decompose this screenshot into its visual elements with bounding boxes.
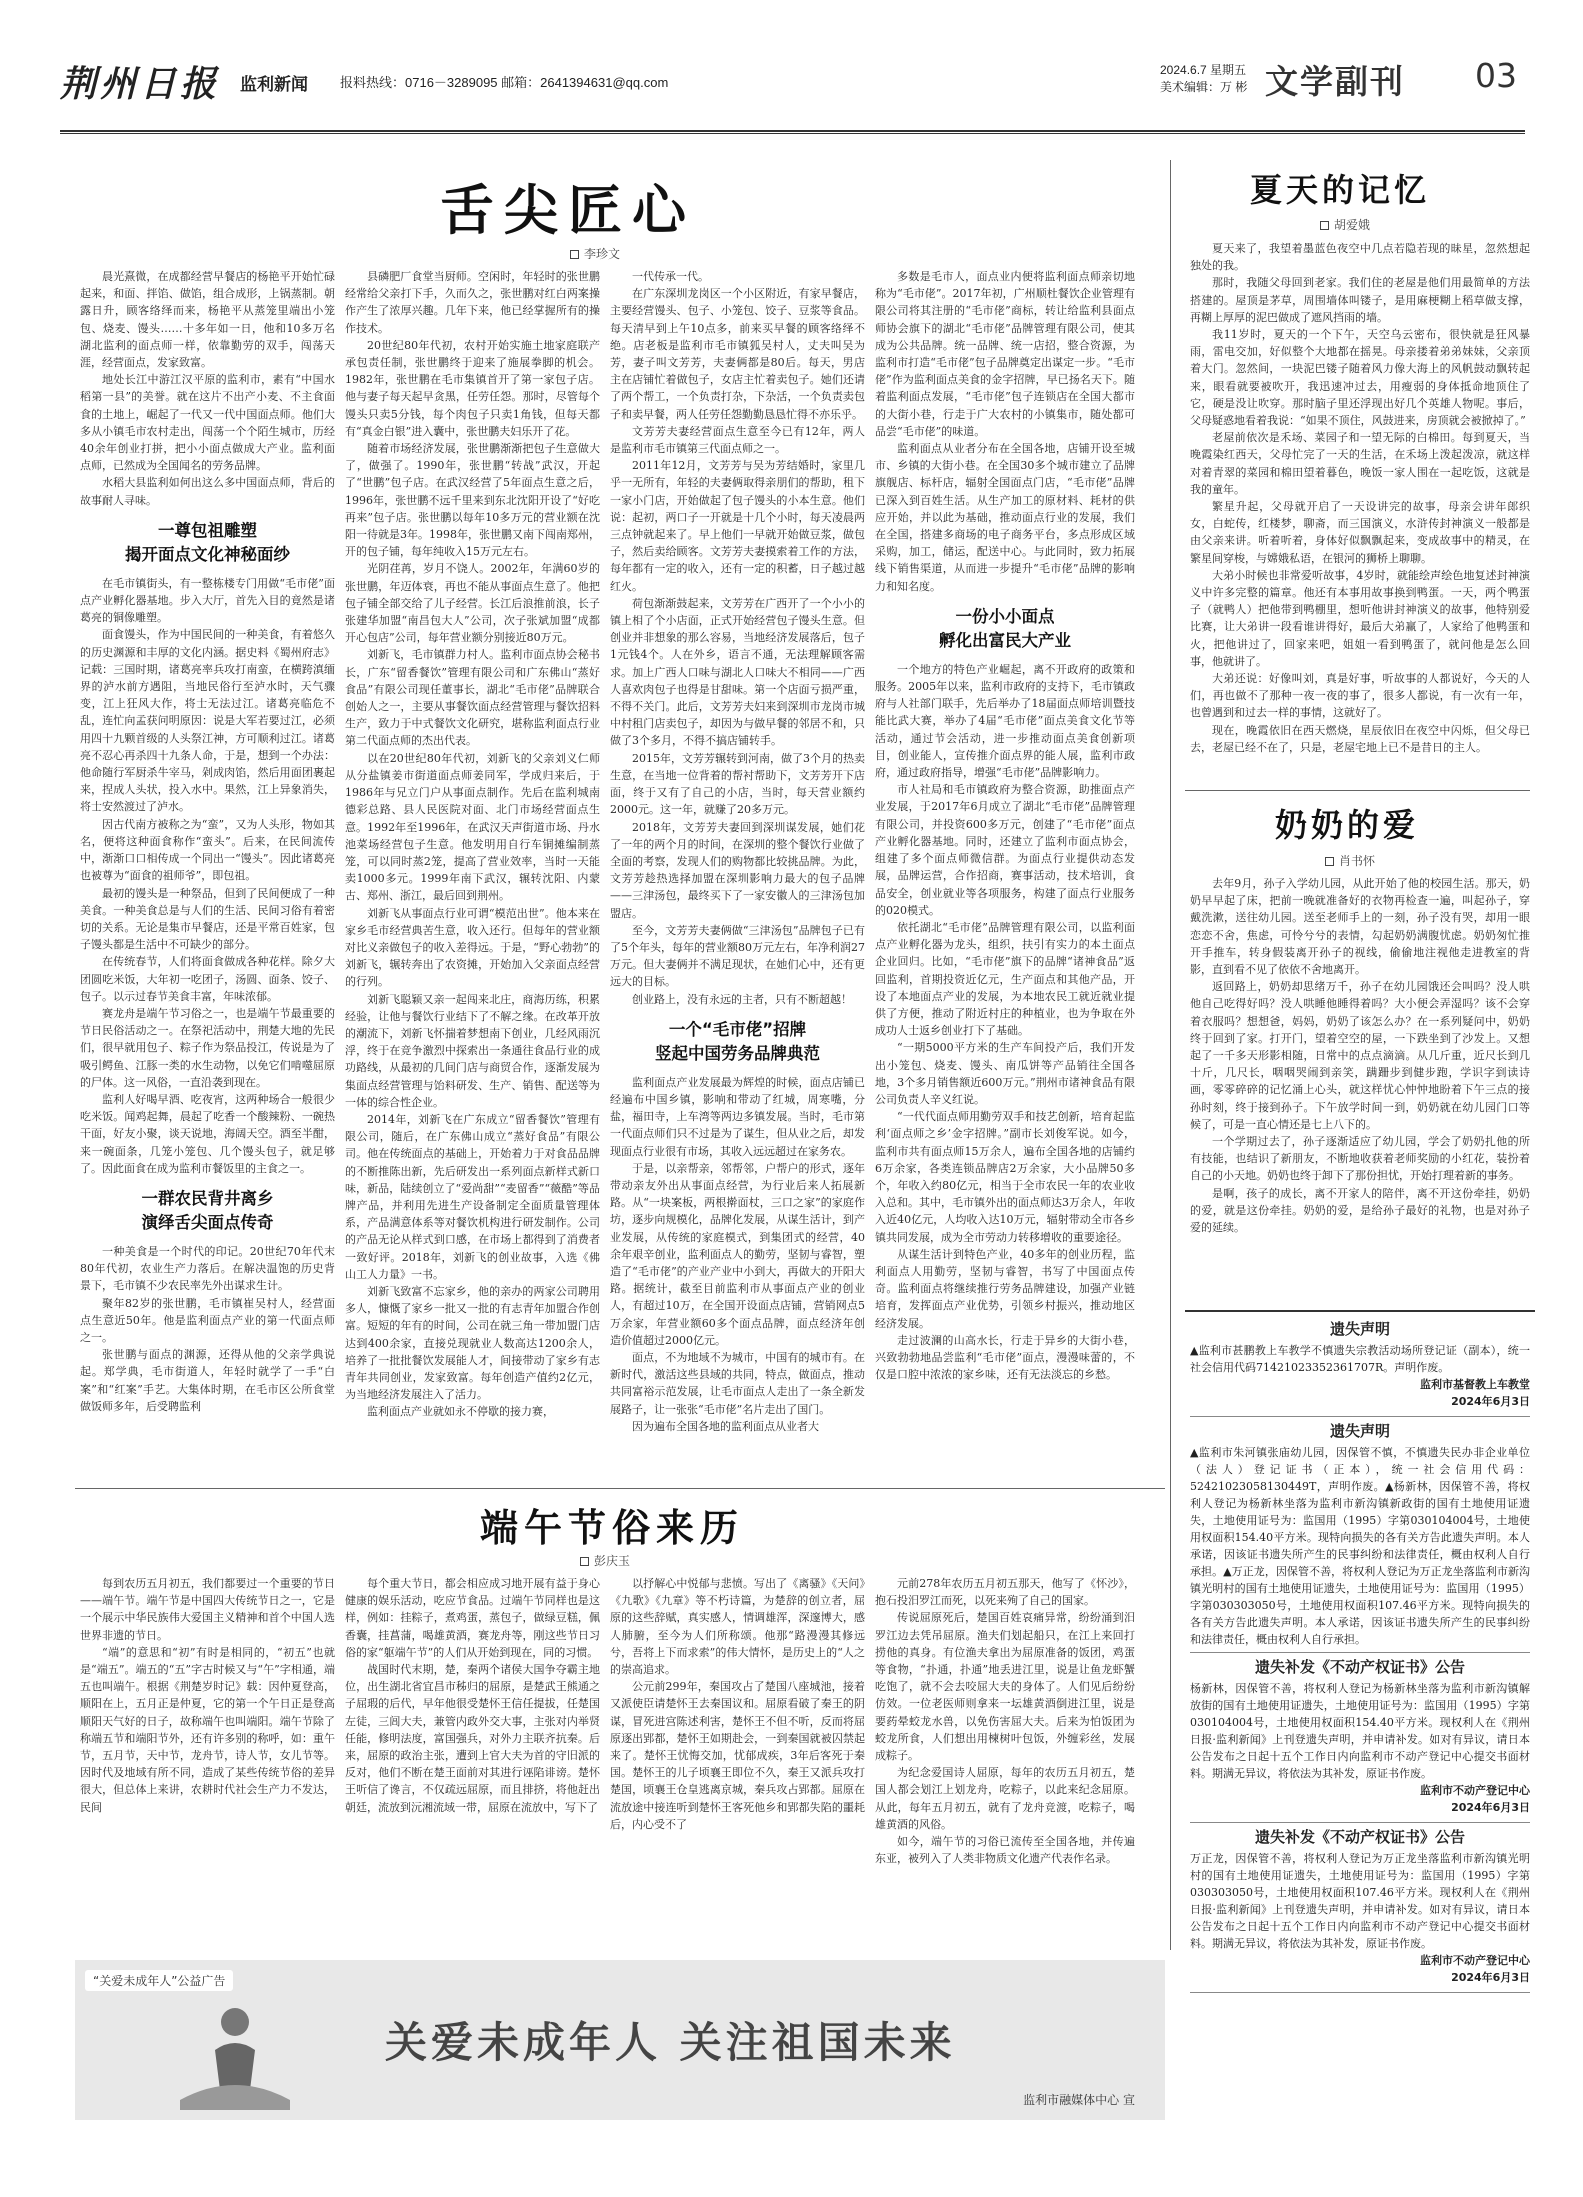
paragraph: 地处长江中游江汉平原的监利市，素有“中国水稻第一县”的美誉。就在这片不出产小麦、不主食面食的土地上，崛起了一代又一代中国面点师。他们大多从小镇毛市农村走出，闯荡一个个陌生城市，历经40余年创业打拼，把小小面点做成大产业。监利面点师，已然成为全国闻名的劳务品牌。 <box>80 373 335 473</box>
newspaper-logo: 荆州日报 <box>60 63 221 105</box>
issue-date: 2024.6.7 星期五 <box>1160 63 1247 77</box>
notice-date: 2024年6月3日 <box>1451 1395 1530 1408</box>
paragraph: 随着市场经济发展，张世鹏渐渐把包子生意做大了，做强了。1990年，张世鹏“转战”武汉，开起了“世鹏”包子店。在武汉经营了5年面点生意之后，1996年，张世鹏不远千里来到东北沈阳开设了“好吃再来”包子店。张世鹏以每年10多万元的营业额在沈阳一待就是3年。1998年，张世鹏又南下闯南郑州，开的包子铺，每年纯收入15万元左右。 <box>345 442 600 559</box>
article3-body <box>1190 875 1530 1305</box>
paragraph: 刘新飞聪颖又亲一起闯来北庄，商海历练，积累经验，让他与餐饮行业结下了不解之缘。在改革开放的潮流下，刘新飞怀揣着梦想南下创业，几经风雨沉浮，终于在竞争激烈中探索出一条通往食品行业的成功路线，从最初的几间门店与商贸合作，逐渐发展为集面点经营管理与饴料研发、生产、销售、配送等为一体的综合性企业。 <box>345 992 600 1109</box>
paragraph: 市人社局和毛市镇政府为整合资源，助推面点产业发展，于2017年6月成立了湖北“毛市佬”品牌管理有限公司，并投资600多万元，创建了“毛市佬”面点产业孵化器基地。同时，还建立了监利市面点协会，组建了多个面点师微信群。为面点行业提供动态发展，品牌运营，合作招商，赛事活动，技术培训，食品安全，创业就业等各项服务，构建了面点行业服务的020模式。 <box>875 783 1135 917</box>
legal-notice <box>1190 1423 1530 1653</box>
article1-author: 李珍文 <box>584 247 621 261</box>
paragraph: 是啊，孩子的成长，离不开家人的陪伴，离不开这份牵挂，奶奶的爱，就是这份牵挂。奶奶的爱，是给孙子最好的礼物，也是对孙子爱的延续。 <box>1190 1186 1530 1235</box>
paragraph: 走过波澜的山高水长，行走于异乡的大街小巷，兴致勃勃地品尝监利“毛市佬”面点，漫漫味蕾的，不仅是口腔中浓浓的家乡味，还有无法淡忘的乡愁。 <box>875 1333 1135 1382</box>
paragraph: 张世鹏与面点的渊源，还得从他的父亲学典说起。郑学典，毛市街道人，年轻时就学了一手“白案”和“红案”手艺。大集体时期，在毛市区公所食堂做饭师多年，后受聘监利 <box>80 1348 335 1413</box>
paragraph: 刘新飞，毛市镇群力村人。监利市面点协会秘书长，广东“留香餐饮”管理有限公司和广东佛山“蒸好食品”有限公司现任董事长，湖北“毛市佬”品牌联合创始人之一，主要从事餐饮面点经营管理与餐饮招料生产，致力于中式餐饮文化研究，堪称监利面点行业第二代面点师的杰出代表。 <box>345 648 600 748</box>
article2-title: 夏天的记忆 <box>1250 171 1431 209</box>
legal-notice <box>1190 1321 1530 1417</box>
paragraph: 大弟小时候也非常爱听故事，4岁时，就能绘声绘色地复述封神演义中许多完整的篇章。他还有本事用故事换到鸭蛋。一天，两个鸭蛋子（就鸭人）把他带到鸭棚里，想听他讲封神演义的故事，他特别爱比赛，让大弟讲一段看谁讲得好，最后大弟赢了，人家给了他鸭蛋和火，把他讲过了，回家来吧，姐姐一看到鸭蛋了，就问他是怎么回事，他就讲了。 <box>1190 568 1530 668</box>
article3-byline <box>1325 852 1375 869</box>
subheading: 一份小小面点 孵化出富民大产业 <box>939 606 1071 650</box>
paragraph: 老屋前依次是禾场、菜园子和一望无际的白棉田。每到夏天，当晚霞染红西天，父母忙完了一天的生活，在禾场上泼起泼凉，就这样对着青翠的菜园和棉田望着暮色，晚饭一家人围在一起吃饭，这就是我的童年。 <box>1190 431 1530 496</box>
paragraph: 监利面点产业发展最为辉煌的时候，面点店铺已经遍布中国乡镇，影响和带动了红城，周寒嘴，分盐，福田寺，上车湾等两边多镇发展。当时，毛市第一代面点师们只不过是为了谋生，但从业之后，却发现面点行业很有市场，其收入远远超过在家务农。 <box>610 1075 865 1158</box>
article2-body <box>1190 240 1530 785</box>
subheading: 一群农民背井离乡 演绎舌尖面点传奇 <box>141 1188 274 1232</box>
paragraph: 大弟还说：好像叫刘，真是好事，听故事的人都说好，今天的人们，再也做不了那种一夜一夜的事了，很多人都说，有一次有一年，也曾遇到和过去一样的事情，这就好了。 <box>1190 672 1530 720</box>
paragraph: 那时，我随父母回到老家。我们住的老屋是他们用最简单的方法搭建的。屋顶是茅草，周围墙体叫镂子，是用麻梗糊上稻草做支撑，再糊上厚厚的泥巴做成了遮风挡雨的墙。 <box>1190 276 1530 324</box>
section-divider <box>75 1488 1165 1489</box>
page-name: 文学副刊 <box>1265 62 1405 101</box>
paragraph: “端”的意思和“初”有时是相同的，“初五”也就是“端五”。端五的“五”字古时候又与“午”字相通，端五也叫端午。根据《荆楚岁时记》载：因仲夏登高，顺阳在上，五月正是仲夏，它的第一个午日正是登高顺阳天气好的日子，故称端午也叫端阳。端午节除了称端五节和端阳节外，还有许多别的称呼，如：重午节，五月节，天中节，龙舟节，诗人节，女儿节等。因时代及地域有所不同，造成了某些传统节俗的差异很大，但总体上来讲，农耕时代社会生产力不发达，民间 <box>80 1645 335 1814</box>
column-divider <box>1170 160 1171 1950</box>
notice-title: 遗失声明 <box>1329 1320 1390 1338</box>
paragraph: 如今，端午节的习俗已流传至全国各地，并传遍东亚，被列入了人类非物质文化遗产代表作名录。 <box>875 1835 1135 1866</box>
paragraph: 在毛市镇街头，有一整栋楼专门用做“毛市佬”面点产业孵化器基地。步入大厅，首先入目的竟然是诸葛亮的铜像雕塑。 <box>80 576 335 625</box>
paragraph: 在广东深圳龙岗区一个小区附近，有家早餐店，主要经营馒头、包子、小笼包、饺子、豆浆等食品。每天清早到上午10点多，前来买早餐的顾客络绎不绝。店老板是监利市毛市镇狐吴村人，丈夫叫吴为芳，妻子叫文芳芳，夫妻俩都是80后。每天，男店主在店铺忙着做包子，女店主忙着卖包子。她们还请了两个帮工，一个负责打杂，下杂活，一个负责卖包子和卖早餐，两人任劳任怨勤勤恳恳忙得不亦乐乎。 <box>610 287 865 421</box>
article1-column-2 <box>345 268 600 1468</box>
paragraph: 刘新飞致富不忘家乡，他的亲办的两家公司聘用多人，慷慨了家乡一批又一批的有志青年加盟合作创富。短短的年有的时间，公司在就三角一带加盟门店达到400余家，直接兑现就业人数高达1200余人，培养了一批批餐饮发展能人才，间接带动了家乡有志青年共同创业，发家致富。每年创造产值约2亿元，为当地经济发展注入了活力。 <box>345 1284 600 1402</box>
paragraph: 监利人好喝早酒、吃夜宵，这两种场合一般很少吃米饭。闻鸡起舞，晨起了吃香一个酸辣粉、一碗热干面，好友小聚，谈天说地，海阔天空。酒至半酣，来一碗面条，几笼小笼包、几个馒头包子，就足够了。因此面食在成为监利市餐饭里的主食之一。 <box>80 1092 335 1175</box>
notice-divider <box>1190 1992 1530 1993</box>
section-divider <box>1185 790 1530 791</box>
paragraph: 光阴荏苒，岁月不饶人。2002年，年满60岁的张世鹏，年迈体衰，再也不能从事面点生意了。他把包子铺全部交给了儿子经营。长江后浪推前浪，长子张建华加盟“南昌包大人”公司，次子张斌加盟“成都开心包店”公司，每年营业额分别接近80万元。 <box>345 562 600 645</box>
masthead <box>60 52 1525 132</box>
paragraph: 监利面点从业者分布在全国各地，店铺开设至城市、乡镇的大街小巷。在全国30多个城市建立了品牌旗舰店、标杆店，辐射全国面点门店，“毛市佬”品牌已深入到百姓生活。从生产加工的原材料、耗材的供应开始，并以此为基础，推动面点行业的发展，我们在全国，搭建多商场的电子商务平台，多点形成区域采购，加工，储运，配送中心。与此同时，致力拓展线下销售渠道，从而进一步提升“毛市佬”品牌的影响力和知名度。 <box>875 442 1135 593</box>
paragraph: 一种美食是一个时代的印记。20世纪70年代末80年代初，农业生产力落后。在解决温饱的历史背景下，毛市镇不少农民率先外出谋求生计。 <box>80 1244 335 1293</box>
paragraph: 面点，不为地域不为城市，中国有的城市有。在新时代，激活这些县域的共同，特点，做面点，推动共同富裕示范发展，让毛市面点人走出了一条全新发展路子，让一张张“毛市佬”名片走出了国门。 <box>610 1350 865 1416</box>
notice-text: ▲监利市朱河镇张庙幼儿园，因保管不慎，不慎遗失民办非企业单位（法人）登记证书（正本），统一社会信用代码：52421023058130449T，声明作废。▲杨新林，因保管不善，将权利人登记为杨新林坐落为监利市新沟镇新政街的国有土地使用证遗失，土地使用证号为：监国用（1995）字第030104004号，土地使用权面积154.40平方米。现特向损失的各有关方告此遗失声明。本人承诺，因该证书遗失所产生的民事纠纷和法律责任，概由权利人自行承担。▲万正龙，因保管不善，将权利人登记为万正龙坐落监利市新沟镇光明村的国有土地使用证遗失，土地使用证号为：监国用（1995）字第030303050号，土地使用权面积107.46平方米。现特向损失的各有关方告此遗失声明。本人承诺，因该证书遗失所产生的民事纠纷和法律责任，概由权利人自行承担。 <box>1190 1446 1530 1646</box>
legal-notice <box>1190 1659 1530 1823</box>
notice-date: 2024年6月3日 <box>1451 1801 1530 1814</box>
paragraph: 2011年12月，文芳芳与吴为芳结婚时，家里几乎一无所有，年轻的夫妻俩取得亲朋们的帮助，租下一家小门店，开始做起了包子馒头的小本生意。他们说：起初，两口子一开就是十几个小时，每天凌晨两三点钟就起来了。早上他们一早就开始做豆浆，做包子，然后卖给顾客。文芳芳夫妻摸索着工作的方法，每年都有一定的收入，还有一定的积蓄，日子越过越红火。 <box>610 459 865 593</box>
notice-title: 遗失补发《不动产权证书》公告 <box>1254 1658 1465 1676</box>
paragraph: 元前278年农历五月初五那天，他写了《怀沙》，抱石投汨罗江而死，以死来殉了自己的国家。 <box>875 1577 1135 1608</box>
paragraph: “一代代面点师用勤劳双手和技艺创新，培育起监利‘面点师之乡’金字招牌。”副市长刘俊军说。如今，监利市共有面点师15万余人，遍布全国各地的店铺约6万余家，各类连锁品牌店2万余家，大小品牌50多个，年收入约80亿元，相当于全市农民一年的农业收入总和。其中，毛市镇外出的面点师达3万余人，年收入近40亿元，人均收入达10万元，辐射带动全市各乡镇共同发展，成为全市劳动力转移增收的重要途径。 <box>875 1110 1135 1244</box>
subheading: 一个“毛市佬”招牌 竖起中国劳务品牌典范 <box>655 1019 820 1063</box>
notice-title: 遗失声明 <box>1329 1422 1390 1440</box>
paragraph: 因古代南方被称之为“蛮”，又为人头形，物如其名，便将这种面食称作“蛮头”。后来，在民间流传中，渐渐口口相传成一个同出一“馒头”。因此诸葛亮也被尊为“面食的祖师爷”，即包祖。 <box>80 817 335 883</box>
paragraph: 战国时代末期，楚，秦两个诸侯大国争夺霸主地位，出生湖北省宜昌市秭归的屈原，是楚武王熊通之子屈瑕的后代，早年他很受楚怀王信任提拔，任楚国左徒，三闾大夫，兼管内政外交大事，主张对内举贤任能，修明法度，富国强兵，对外力主联齐抗秦。后来，屈原的政治主张，遭到上官大夫为首的守旧派的反对，他们不断在楚王面前对其进行诬陷诽谤。楚怀王听信了谗言，不仅疏远屈原，而且排挤，将他赶出朝廷，流放到沅湘流域一带，屈原在流放中，写下了 <box>345 1663 600 1814</box>
paragraph: 至今，文芳芳夫妻俩做“三津汤包”品牌包子已有了5个年头，每年的营业额80万元左右，年净利润27万元。但大妻俩并不满足现状，在她们心中，还有更远大的目标。 <box>610 923 865 989</box>
paragraph: 依托湖北“毛市佬”品牌管理有限公司，以监利面点产业孵化器为龙头，组织，扶引有实力的本土面点企业回归。比如，“毛市佬”旗下的品牌“诸神食品”返回监利，首期投资近亿元，生产面点和其他产品，开设了本地面点产业的发展，为本地农民工就近就业提供了方便，推动了附近村庄的种植业，也为争取在外成功人士返乡创业打下了基础。 <box>875 920 1135 1038</box>
paragraph: 一个地方的特色产业崛起，离不开政府的政策和服务。2005年以来，监利市政府的支持下，毛市镇政府与人社部门联手，先后举办了18届面点师培训暨技能比武大赛，举办了4届“毛市佬”面点美食文化节等活动，通过节会活动，进一步推动面点美食创新项目，创业能人，宣传推介面点界的能人展，监利市政府，通过政府指导，增强“毛市佬”品牌影响力。 <box>875 662 1135 780</box>
notice-signature: 监利市不动产登记中心 <box>1420 1954 1530 1967</box>
paragraph: 从谋生活计到特色产业，40多年的创业历程，监利面点人用勤劳，坚韧与睿智，书写了中国面点传奇。监利面点将继续推行劳务品牌建设，加强产业链培育，发挥面点产业优势，引领乡村振兴，推动地区经济发展。 <box>875 1247 1135 1330</box>
paragraph: 繁星升起，父母就开启了一天设讲完的故事，母亲会讲年郎织女，白蛇传，红楼梦，聊斋，而三国演义，水浒传封神演义一般都是由父亲来讲。听着听着，身体好似飘飘起来，变成故事中的精灵，在繁星间穿梭，与嫦娥私语，在银河的狮桥上聊聊。 <box>1190 500 1530 565</box>
art-editor: 美术编辑：万 彬 <box>1160 80 1248 94</box>
paragraph: 刘新飞从事面点行业可谓“模范出世”。他本来在家乡毛市经营典苦生意，收入还行。但每年的营业额对比义亲做包子的收入差得远。于是，“野心勃勃”的刘新飞，辗转奔出了农资摊，开始加入父亲面点经营的行列。 <box>345 906 600 989</box>
article3-author: 肖书怀 <box>1339 854 1376 868</box>
paragraph: 一代传承一代。 <box>632 270 709 283</box>
article1-column-1 <box>80 268 335 1468</box>
paragraph: 聚年82岁的张世鹏，毛市镇崔吴村人，经营面点生意近50年。他是监利面点产业的第一代面点师之一。 <box>80 1296 335 1344</box>
public-service-ad <box>75 1960 1165 2120</box>
article4-column-3 <box>610 1575 865 1950</box>
subheading: 一尊包祖雕塑 揭开面点文化神秘面纱 <box>125 520 290 564</box>
paragraph: 因为遍布全国各地的监利面点从业者大 <box>632 1419 819 1433</box>
paragraph: 每个重大节日，都会相应成习地开展有益于身心健康的娱乐活动，吃应节食品。过端午节同样也是这样，例如：挂粽子，煮鸡蛋，蒸包子，做绿豆糕，佩香囊，挂菖蒲，喝雄黄酒，赛龙舟等，刚这些节日习俗的家“躯端午节”的人们从开始到现在，同的习惯。 <box>345 1577 600 1659</box>
notice-title: 遗失补发《不动产权证书》公告 <box>1254 1828 1465 1846</box>
paragraph: 赛龙舟是端午节习俗之一，也是端午节最重要的节日民俗活动之一。在祭祀活动中，荆楚大地的先民们，很早就用包子、粽子作为祭品投江，传说是为了吸引鳄鱼、江豚一类的水生动物，以免它们啃噬屈原的尸体。这一风俗，一直沿袭到现在。 <box>80 1006 335 1089</box>
paragraph: 返回路上，奶奶却思绪万千，孙子在幼儿园饿还会叫吗？没人哄他自己吃得好吗？没人哄睡他睡得着吗？大小便会弄湿吗？该不会穿着衣服吗？想想爸，妈妈，奶奶了该怎么办？在一系列疑问中，奶奶终于回到了家。打开门，望着空空的屋，一下跌坐到了沙发上。又想起了一千多天形影相随，日常中的点点滴滴。从几斤重，近尺长到几十斤，几尺长，咽咽哭闹到亲笑，蹒跚步到健步跑，学识字到读诗画，零零碎碎的记忆涌上心头，就这样忧心忡忡地盼着下午三点的接孙时刻，终于接到孙子。下午放学时间一到，奶奶就在幼儿园门口等候了，可是一直心情还是七上八下的。 <box>1190 980 1530 1131</box>
paragraph: 以在20世纪80年代初，刘新飞的父亲刘义仁师从分盐镇姜市街道面点师姜同军，学成归来后，于1986年与兄立门户从事面点制作。先后在监利城南德彩总路、县人民医院对面、北门市场经营面点生意。1992年至1996年，在武汉天声街道市场、丹水池菜场经营包子生意。他发明用自行车铜摊编制蒸笼，可以同时蒸2笼，提高了营业效率，当时一天能卖1000多元。1999年南下武汉，辗转沈阳、内蒙古、郑州、浙江，最后回到荆州。 <box>345 751 600 903</box>
ad-footer: 监利市融媒体中心 宣 <box>1023 2093 1135 2107</box>
article2-author: 胡爱娥 <box>1334 218 1371 232</box>
masthead-rule <box>60 130 1525 134</box>
hotline: 报料热线：0716－3289095 邮箱：2641394631@qq.com <box>340 75 669 90</box>
paragraph: 面食馒头，作为中国民间的一种美食，有着悠久的历史渊源和丰厚的文化内涵。据史料《蜀州府志》记载：三国时期，诸葛亮率兵攻打南蛮，在横跨滇缅界的泸水前方遇阻，当地民俗行至泸水时，天气骤变，江上狂风大作，将士无法过江。诸葛亮临危不乱，连忙向孟获问明原因：说是大军若要过江，必须用四十九颗首级的人头祭江神，方可顺利过江。诸葛亮不忍心再杀四十九条人命，于是，想到一个办法：他命随行军厨杀牛宰马，剁成肉馅，然后用面团裹起来，捏成人头状，投入水中。果然，江上异象消失，将士安然渡过了泸水。 <box>80 628 335 814</box>
article1-byline <box>570 245 620 262</box>
notice-divider <box>1190 1652 1530 1653</box>
article4-author: 彭庆玉 <box>594 1554 631 1568</box>
paragraph: 于是，以亲帮亲，邻帮邻，户帮户的形式，逐年带动亲友外出从事面点经营，为行业后来人拓展新路。从“一块案板，两根擀面杖，三口之家”的家庭作坊，逐步向规模化，品牌化发展，从谋生活计，到产业发展，从传统的家庭模式，到集团式的经营，40余年艰辛创业，监利面点人的勤劳，坚韧与睿智，塑造了“毛市佬”的产业产业中小到大，再做大的开阳大路。据统计，截至目前监利市从事面点产业的创业人，有超过10万，在全国开设面点店铺，营销网点5万余家，年营业额60多个面点品牌，面点经济年创造价值超过2000亿元。 <box>610 1161 865 1347</box>
paragraph: 监利面点产业就如永不停歇的接力赛， <box>367 1405 554 1419</box>
paragraph: 在传统春节，人们将面食做成各种花样。除夕大团圆吃米饭，大年初一吃团子，汤圆、面条、饺子、包子。以示过春节美食丰富，年味浓郁。 <box>80 955 335 1003</box>
paragraph: 多数是毛市人，面点业内便将监利面点师亲切地称为“毛市佬”。2017年初，广州顺杜餐饮企业管理有限公司将其注册的“毛市佬”商标，转让给监利县面点师协会旗下的湖北“毛市佬”品牌管理有限公司，使其成为公共品牌。统一品牌、统一店招，整合资源，为监利市打造“毛市佬”包子品牌奠定出谋定一步。“毛市佬”作为监利面点美食的金字招牌，早已扬名天下。随着监利面点发展，“毛市佬”包子连锁店在全国大都市的大街小巷，行走于广大农村的小镇集市，随处都可品尝“毛市佬”的味道。 <box>875 270 1135 438</box>
page-number: 03 <box>1475 56 1517 95</box>
ad-slogan: 关爱未成年人 关注祖国未来 <box>385 2018 956 2067</box>
notice-text: ▲监利市甚鹏教上车教学不慎遗失宗教活动场所登记证（副本），统一社会信用代码71421023352361707R。声明作废。 <box>1190 1344 1530 1374</box>
paragraph: 2018年，文芳芳夫妻回到深圳谋发展，她们花了一年的两个月的时间，在深圳的整个餐饮行业做了全面的考察，发现人们的购物都比较挑品牌。为此，文芳芳趁热选择加盟在深圳影响力最大的包子品牌——三津汤包，最终买下了一家安徽人的三津汤包加盟店。 <box>610 820 865 920</box>
paragraph: 2015年，文芳芳辗转到河南，做了3个月的热卖生意，在当地一位背着的帮衬帮助下，文芳芳开下店面，终于又有了自己的小店，当时，每天营业额约2000元。这一年，就赚了20多万元。 <box>610 751 865 817</box>
paragraph: 创业路上，没有永远的主者，只有不断超越！ <box>632 992 852 1006</box>
notices-top-rule <box>1185 1310 1535 1312</box>
paragraph: 每到农历五月初五，我们都要过一个重要的节日——端午节。端午节是中国四大传统节日之一，它是一个展示中华民族伟大爱国主义精神和首个中国人选世界非遗的节日。 <box>80 1577 335 1642</box>
notice-date: 2024年6月3日 <box>1451 1971 1530 1984</box>
date-editor <box>1160 62 1247 96</box>
notices-block <box>1190 1315 1530 2175</box>
article1-column-4 <box>875 268 1135 1468</box>
paragraph: 以抒解心中悦郁与悲愤。写出了《离骚》《天问》《九歌》《九章》等不朽诗篇，为楚辞的创立者，屈原的这些辞赋，真实感人，情调雄浑，深邃博大，感人肺腑，至今为人们所称颂。他那“路漫漫其修远兮，吾将上下而求索”的伟大情怀，是历史上的“人之的崇高追求。 <box>610 1577 865 1677</box>
paragraph: 2014年，刘新飞在广东成立“留香餐饮”管理有限公司，随后，在广东佛山成立“蒸好食品”有限公司。他在传统面点的基础上，开始着力于对食品品牌的不断推陈出新，先后研发出一系列面点新样式新口味，新品，陆续创立了“爱尚甜”“麦留香”“薇酷”等品牌产品，并利用先进生产设备制定全面质量管理体系，产品满意体系等对餐饮机构进行研发制作。公司的产品无论从样式到口感，在市场上都得到了消费者一致好评。2018年，刘新飞的创业故事，入选《佛山工人力量》一书。 <box>345 1112 600 1281</box>
notice-divider <box>1190 1416 1530 1417</box>
paragraph: 荷包渐渐鼓起来，文芳芳在广西开了一个小小的镇上相了个小店面，正式开始经营包子馒头生意。但创业并非想象的那么容易，当地经济发展落后，包子1元钱4个。人在外乡，语言不通，无法理解顾客需求。加上广西人口味与湖北人口味大不相同——广西人喜欢肉包子也得是甘甜味。第一个店面亏损严重，不得不关门。此后，文芳芳夫妇来到深圳市龙岗市城中村租门店卖包子，却因为与做早餐的邻居不和，只做了3个多月，不得不搞店铺转手。 <box>610 596 865 748</box>
article2-byline <box>1320 216 1370 233</box>
paragraph: 晨光熹微，在成都经营早餐店的杨艳平开始忙碌起来，和面、拌馅、做馅，组合成形，上锅蒸制。朝露日升，顾客络绎而来，杨艳平从蒸笼里端出小笼包、烧麦、馒头……十多年如一日，他和10多万名湖北监利的面点师一样，依靠勤劳的双手，闯荡天涯，经营面点，发家致富。 <box>80 270 335 370</box>
paragraph: 县磷肥厂食堂当厨师。空闲时，年轻时的张世鹏经常给父亲打下手，久而久之，张世鹏对红白两案操作产生了浓厚兴趣。几年下来，他已经掌握所有的操作技术。 <box>345 270 600 335</box>
paragraph: 去年9月，孙子入学幼儿园，从此开始了他的校园生活。那天，奶奶早早起了床，把前一晚就准备好的衣物再检查一遍，叫起孙子，穿戴洗漱，送往幼儿园。送至老师手上的一刻，孙子没有哭，却用一眼恋恋不舍，焦虑，可怜兮兮的表情，勾起奶奶满腹忧虑。奶奶匆忙推开手推车，转身假装离开孙子的视线，偷偷地注视他走进教室的背影，直到看不见了依依不舍地离开。 <box>1190 877 1530 977</box>
notice-signature: 监利市不动产登记中心 <box>1420 1784 1530 1797</box>
paragraph: 公元前299年，秦国攻占了楚国八座城池，接着又派使臣请楚怀王去秦国议和。屈原看破了秦王的阴谋，冒死进宫陈述利害，楚怀王不但不听，反而将屈原逐出郢都，楚怀王如期赴会，一到秦国就被囚禁起来了。楚怀王忧悔交加，忧郁成疾，3年后客死于秦国。楚怀王的儿子顷襄王即位不久，秦王又派兵攻打楚国，顷襄王仓皇逃离京城，秦兵攻占郢都。屈原在流放途中接连听到楚怀王客死他乡和郢都失陷的噩耗后，内心受不了 <box>610 1680 865 1831</box>
article1-title: 舌尖匠心 <box>440 178 696 242</box>
paragraph: 最初的馒头是一种祭品，但到了民间便成了一种美食。一种美食总是与人们的生活、民间习俗有着密切的关系。无论是集市早餐店，还是平常百姓家，包子馒头都是生活中不可缺少的部分。 <box>80 886 335 952</box>
paragraph: 水稻大县监利如何出这么多中国面点师，背后的故事耐人寻味。 <box>80 476 335 507</box>
child-figure-icon <box>170 2000 300 2110</box>
paragraph: 传说屈原死后，楚国百姓哀痛异常，纷纷涌到汨罗江边去凭吊屈原。渔夫们划起船只，在江上来回打捞他的真身。有位渔夫拿出为屈原准备的饭团，鸡蛋等食物，“扑通，扑通”地丢进江里，说是让鱼龙虾蟹吃饱了，就不会去咬屈大夫的身体了。人们见后纷纷仿效。一位老医师则拿来一坛雄黄酒倒进江里，说是要药晕蛟龙水兽，以免伤害屈大夫。后来为怕饭团为蛟龙所食，人们想出用楝树叶包饭，外缠彩丝，发展成粽子。 <box>875 1611 1135 1763</box>
notice-signature: 监利市基督教上车教堂 <box>1420 1378 1530 1391</box>
paragraph: 文芳芳夫妻经营面点生意至今已有12年，两人是监利市毛市镇第三代面点师之一。 <box>610 424 865 456</box>
legal-notice <box>1190 1829 1530 1993</box>
article1-column-3 <box>610 268 865 1468</box>
ad-tag: “关爱未成年人”公益广告 <box>85 1970 233 1991</box>
paragraph: 为纪念爱国诗人屈原，每年的农历五月初五，楚国人都会划江上划龙舟，吃粽子，以此来纪念屈原。从此，每年五月初五，就有了龙舟竞渡，吃粽子，喝雄黄酒的风俗。 <box>875 1766 1135 1831</box>
paragraph: 夏天来了，我望着墨蓝色夜空中几点若隐若现的昧星，忽然想起独处的我。 <box>1190 242 1530 273</box>
paragraph: 现在，晚霞依旧在西天燃烧，星辰依旧在夜空中闪烁，但父母已去，老屋已经不在了，只是，老屋宅地上已不是昔日的主人。 <box>1190 723 1530 754</box>
article4-column-1 <box>80 1575 335 1950</box>
article4-column-2 <box>345 1575 600 1950</box>
paragraph: 一个学期过去了，孙子逐渐适应了幼儿园，学会了奶奶扎他的所有技能，也结识了新朋友，不断地收获着老师奖励的小红花，装扮着自己的小天地。奶奶也终于卸下了那份担忧，开始打理着新的事务。 <box>1190 1135 1530 1183</box>
notice-text: 杨新林，因保管不善，将权利人登记为杨新林坐落为监利市新沟镇解放街的国有土地使用证遗失，土地使用证号为：监国用（1995）字第030104004号，土地使用权面积154.40平方米。现权利人在《荆州日报·监利新闻》上刊登遗失声明，并申请补发。如对有异议，请日本公告发布之日起十五个工作日内向监利市不动产登记中心提交书面材料。期满无异议，将依法为其补发，原证书作废。 <box>1190 1682 1530 1780</box>
article4-byline <box>580 1552 630 1569</box>
article4-column-4 <box>875 1575 1135 1950</box>
notice-divider <box>1190 1822 1530 1823</box>
section-name: 监利新闻 <box>240 75 308 94</box>
notice-text: 万正龙，因保管不善，将权利人登记为万正龙坐落监利市新沟镇光明村的国有土地使用证遗失，土地使用证号为：监国用（1995）字第030303050号，土地使用权面积107.46平方米。现权利人在《荆州日报·监利新闻》上刊登遗失声明，并申请补发。如对有异议，请日本公告发布之日起十五个工作日内向监利市不动产登记中心提交书面材料。期满无异议，将依法为其补发，原证书作废。 <box>1190 1852 1530 1950</box>
paragraph: “一期5000平方米的生产车间投产后，我们开发出小笼包、烧麦、馒头、南瓜饼等产品销往全国各地，3个多月销售额近600万元。”荆州市诸神食品有限公司负责人辛义红说。 <box>875 1041 1135 1106</box>
paragraph: 我11岁时，夏天的一个下午，天空乌云密布，很快就是狂风暴雨，雷电交加，好似整个大地都在摇晃。母亲搂着弟弟妹妹，父亲顶着大门。忽然间，一块泥巴镂子随着风力像大海上的风帆鼓动飘转起来，眼看就要被吹开，我迅速冲过去，用瘦弱的身体抵命地顶住了它，硬是没让吹穿。那时脑子里还浮现出好几个英雄人物呢。事后，父母疑惑地看着我说：“如果不顶住，风鼓进来，房顶就会被掀掉了。” <box>1190 328 1530 428</box>
article3-title: 奶奶的爱 <box>1275 806 1420 844</box>
article4-title: 端午节俗来历 <box>480 1505 745 1550</box>
paragraph: 20世纪80年代初，农村开始实施土地家庭联产承包责任制，张世鹏终于迎来了施展拳脚的机会。1982年，张世鹏在毛市集镇首开了第一家包子店。他与妻子每天起早贪黑，任劳任怨。那时，尽管每个馒头只卖5分钱，每个肉包子只卖1角钱，但每天都有“真金白银”进入囊中，张世鹏夫妇乐开了花。 <box>345 338 600 438</box>
